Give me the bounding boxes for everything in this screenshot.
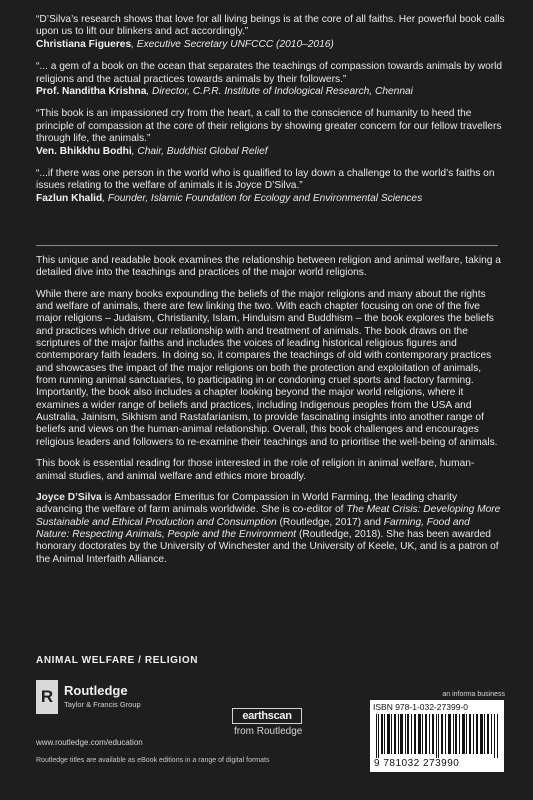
endorsement bbox=[36, 61, 506, 98]
quote-text: “D’Silva’s research shows that love for all living beings is at the core of all faiths. Her powerful book calls upon us to lift our blinkers and act accordingly.” bbox=[36, 14, 505, 38]
ebook-note: Routledge titles are available as eBook editions in a range of digital formats bbox=[36, 757, 270, 764]
publisher-url: www.routledge.com/education bbox=[36, 738, 143, 747]
quote-text: “...if there was one person in the world who is qualified to lay down a challenge to the world’s faiths on issues relating to the welfare of animals it is Joyce D’Silva.” bbox=[36, 168, 495, 192]
author-name: Joyce D’Silva bbox=[36, 491, 102, 503]
divider-line bbox=[36, 245, 498, 246]
quote-author-role: , Founder, Islamic Foundation for Ecology and Environmental Sciences bbox=[102, 192, 423, 204]
blurb-paragraph: This book is essential reading for those interested in the role of religion in animal welfare, human-animal studies, and animal welfare and ethics more broadly. bbox=[36, 458, 475, 482]
endorsement bbox=[36, 168, 506, 205]
earthscan-logo bbox=[232, 708, 302, 740]
subject-category: ANIMAL WELFARE / RELIGION bbox=[36, 655, 199, 666]
barcode-bars bbox=[376, 714, 500, 758]
endorsements bbox=[36, 14, 506, 215]
blurb-paragraph: This unique and readable book examines the relationship between religion and animal welfare, taking a detailed dive into the teachings and practices of the major world religions. bbox=[36, 255, 501, 279]
quote-attribution bbox=[36, 193, 506, 205]
publisher-name: Routledge bbox=[64, 683, 128, 698]
barcode-number: 9 781032 273990 bbox=[374, 758, 460, 769]
bio-text: (Routledge, 2018). She has been awarded honorary doctorates by the University of Winchester and the University of Keele, UK, and is a patron of the Animal Interfaith Alliance. bbox=[36, 528, 499, 565]
routledge-logo bbox=[36, 680, 206, 720]
bio-text: (Routledge, 2017) and bbox=[276, 516, 384, 528]
blurb-paragraph: While there are many books expounding the beliefs of the major religions and many about the rights and welfare of animals, there are few linking the two. With each chapter focusing on one of the five major religions – Judaism, Christianity, Islam, Hinduism and Buddhism – the book explores the beliefs and practices which drive our relationship with and treatment of animals. The book draws on the scriptures of the major faiths and includes the voices of leading historical religious figures and contemporary faith leaders. In doing so, it compares the teachings of old with contemporary practices and showcases the impact of the major religions on both the protection and exploitation of animals, from running animal sanctuaries, to participating in or condoning cruel sports and factory farming. Importantly, the book also includes a chapter looking beyond the major world religions, where it examines a wider range of beliefs and practices, including Indigenous peoples from the USA and Australia, Jainism, Sikhism and Rastafarianism, to provide fascinating insights into another range of beliefs and views on the human-animal relationship. Overall, this book challenges and encourages religious leaders and followers to re-examine their teachings and to prioritise the well-being of animals. bbox=[36, 288, 498, 448]
book-title: The Meat Crisis: Developing More Sustainable and Ethical Production and Consumption bbox=[36, 504, 501, 528]
bio-text: is Ambassador Emeritus for Compassion in World Farming, the leading charity advancing the welfare of farm animals worldwide. She is co-editor of bbox=[36, 491, 458, 516]
quote-author: Fazlun Khalid bbox=[36, 192, 103, 204]
quote-author-role: , Executive Secretary UNFCCC (2010–2016) bbox=[131, 38, 334, 50]
endorsement bbox=[36, 14, 506, 51]
routledge-mark-icon: R bbox=[36, 680, 58, 714]
quote-attribution bbox=[36, 86, 506, 98]
quote-author: Prof. Nanditha Krishna bbox=[36, 86, 147, 98]
author-bio bbox=[36, 492, 501, 566]
blurb bbox=[36, 255, 501, 575]
quote-attribution bbox=[36, 146, 506, 158]
endorsement bbox=[36, 108, 506, 158]
quote-attribution bbox=[36, 39, 506, 51]
informa-label: an informa business bbox=[442, 691, 505, 698]
quote-author: Ven. Bhikkhu Bodhi bbox=[36, 145, 132, 157]
quote-author-role: , Chair, Buddhist Global Relief bbox=[131, 145, 268, 157]
quote-text: “This book is an impassioned cry from the heart, a call to the conscience of humanity to heed the principle of compassion at the core of their religions by showing greater concern for our fellow travellers through life, the animals.” bbox=[36, 108, 502, 145]
quote-author-role: , Director, C.P.R. Institute of Indological Research, Chennai bbox=[146, 86, 413, 98]
imprint-name: earthscan bbox=[232, 708, 302, 724]
quote-author: Christiana Figueres bbox=[36, 38, 132, 50]
isbn: ISBN 978-1-032-27399-0 bbox=[373, 702, 468, 712]
publisher-group: Taylor & Francis Group bbox=[64, 700, 141, 709]
book-title: Farming, Food and Nature: Respecting Animals, People and the Environment bbox=[36, 516, 470, 540]
quote-text: “... a gem of a book on the ocean that separates the teachings of compassion towards animals by world religions and the actual practices towards animals by their followers.” bbox=[36, 61, 503, 85]
barcode bbox=[370, 700, 504, 772]
imprint-from: from Routledge bbox=[234, 726, 303, 737]
